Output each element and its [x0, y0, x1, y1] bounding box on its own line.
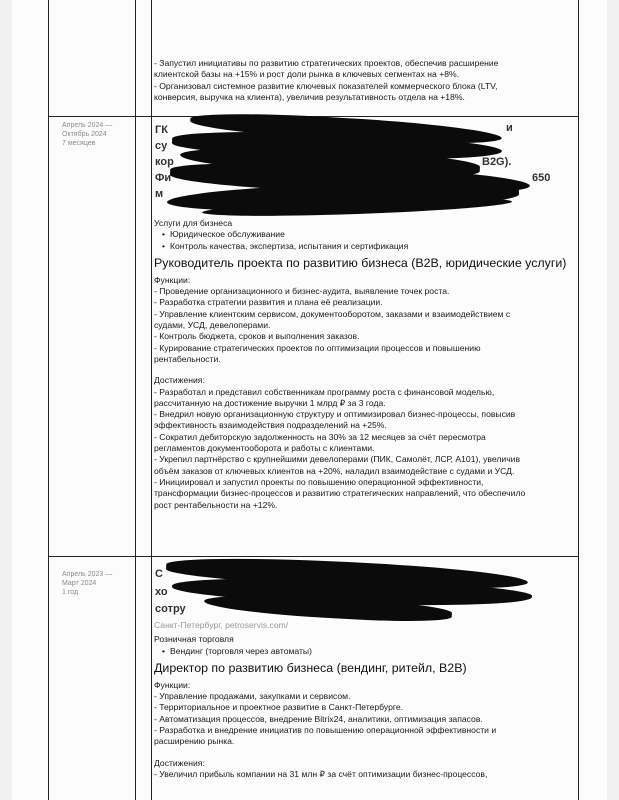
company-location: Санкт-Петербург, petroservis.com/: [154, 620, 289, 630]
text-line: объём заказов от ключевых клиентов на +20%, наладил взаимодействие с судами и УСД.: [154, 465, 515, 476]
text-line: - Увеличил прибыль компании на 31 млн ₽ за счёт оптимизации бизнес-процессов,: [154, 768, 488, 779]
text-line: - Контроль бюджета, сроков и выполнения заказов.: [154, 331, 360, 342]
text-line: расширению рынка.: [154, 736, 235, 747]
redacted-fragment: хо: [155, 586, 168, 598]
text-line: - Разработка и внедрение инициатив по повышению операционной эффективности и: [154, 725, 497, 736]
text-line: - Автоматизация процессов, внедрение Bitrix24, аналитики, оптимизация запасов.: [154, 713, 483, 724]
industry-label: Розничная торговля: [154, 634, 234, 645]
row-divider: [48, 556, 579, 557]
text-line: - Организовал системное развитие ключевых показателей коммерческого блока (LTV,: [154, 80, 498, 91]
industry-item: • Вендинг (торговля через автоматы): [154, 646, 574, 657]
job-period: [62, 121, 142, 148]
period-start: Апрель 2023 —: [62, 571, 113, 578]
redacted-fragment: и: [506, 122, 513, 134]
table-column-divider: [151, 0, 152, 800]
achievements-label: Достижения:: [154, 375, 205, 386]
text-line: - Внедрил новую организационную структуру и оптимизировал бизнес-процессы, повысив: [154, 409, 516, 420]
text-line: клиентской базы на +15% и рост доли рынка в ключевых сегментах на +8%.: [154, 69, 460, 80]
period-end: Октябрь 2024: [62, 131, 107, 138]
job-period: [62, 570, 142, 597]
text-line: рассчитанную на достижение выручки 1 млрд ₽ за 3 года.: [154, 397, 386, 408]
redacted-fragment: ГК: [155, 124, 168, 136]
position-title: Директор по развитию бизнеса (вендинг, ритейл, B2B): [154, 660, 467, 675]
redacted-fragment: B2G).: [482, 156, 512, 168]
redacted-fragment: м: [155, 188, 164, 200]
industry-item: • Юридическое обслуживание: [154, 229, 574, 240]
functions-label: Функции:: [154, 679, 191, 690]
period-duration: 7 месяцев: [62, 140, 96, 147]
text-line: конверсия, выручка на клиента), увеличив результативность отдела на +18%.: [154, 91, 465, 102]
text-line: - Запустил инициативы по развитию стратегических проектов, обеспечив расширение: [154, 58, 499, 68]
table-border-right: [578, 0, 579, 800]
redacted-fragment: 650: [532, 172, 551, 184]
redacted-fragment: су: [155, 140, 168, 152]
industry-label: Услуги для бизнеса: [154, 218, 233, 228]
redacted-fragment: С: [155, 568, 163, 580]
text-line: - Разработал и представил собственникам программу роста с финансовой моделью,: [154, 386, 495, 397]
text-line: - Укрепил партнёрство с крупнейшими девелоперами (ПИК, Самолёт, ЛСР, А101), увеличив: [154, 454, 521, 465]
job-details: [154, 218, 574, 511]
period-duration: 1 год: [62, 589, 79, 596]
text-line: судами, УСД, девелоперами.: [154, 320, 271, 331]
text-line: регламентов документооборота и работы с клиентами.: [154, 443, 375, 454]
text-line: - Разработка стратегии развития и плана её реализации.: [154, 297, 383, 308]
text-line: - Управление клиентским сервисом, документооборотом, заказами и взаимодействием с: [154, 308, 511, 319]
document-page: [12, 0, 607, 800]
text-line: рентабельности.: [154, 353, 221, 364]
table-column-divider: [135, 0, 136, 800]
period-start: Апрель 2024 —: [62, 122, 113, 129]
text-line: рост рентабельности на +12%.: [154, 499, 278, 510]
text-line: - Управление продажами, закупками и сервисом.: [154, 691, 351, 702]
text-line: - Инициировал и запустил проекты по повышению операционной эффективности,: [154, 476, 484, 487]
text-line: - Проведение организационного и бизнес-аудита, выявление точек роста.: [154, 286, 450, 297]
redacted-fragment: Фи: [155, 172, 172, 184]
table-border-left: [48, 0, 49, 800]
text-line: - Курирование стратегических проектов по оптимизации процессов и повышению: [154, 342, 481, 353]
text-line: трансформации бизнес-процессов и развитию стратегических направлений, что обеспечило: [154, 488, 526, 499]
redacted-fragment: кор: [155, 156, 174, 168]
row-continuation: [154, 58, 574, 103]
redacted-fragment: сотру: [155, 603, 186, 615]
period-end: Март 2024: [62, 580, 97, 587]
functions-label: Функции:: [154, 274, 191, 285]
achievements-label: Достижения:: [154, 757, 205, 768]
job-details: [154, 620, 574, 780]
text-line: эффективность взаимодействия подразделений на +25%.: [154, 420, 387, 431]
industry-item: • Контроль качества, экспертиза, испытания и сертификация: [154, 241, 574, 252]
position-title: Руководитель проекта по развитию бизнеса (B2B, юридические услуги): [154, 255, 567, 270]
text-line: - Территориальное и проектное развитие в Санкт-Петербурге.: [154, 702, 403, 713]
text-line: - Сократил дебиторскую задолженность на 30% за 12 месяцев за счёт пересмотра: [154, 431, 486, 442]
